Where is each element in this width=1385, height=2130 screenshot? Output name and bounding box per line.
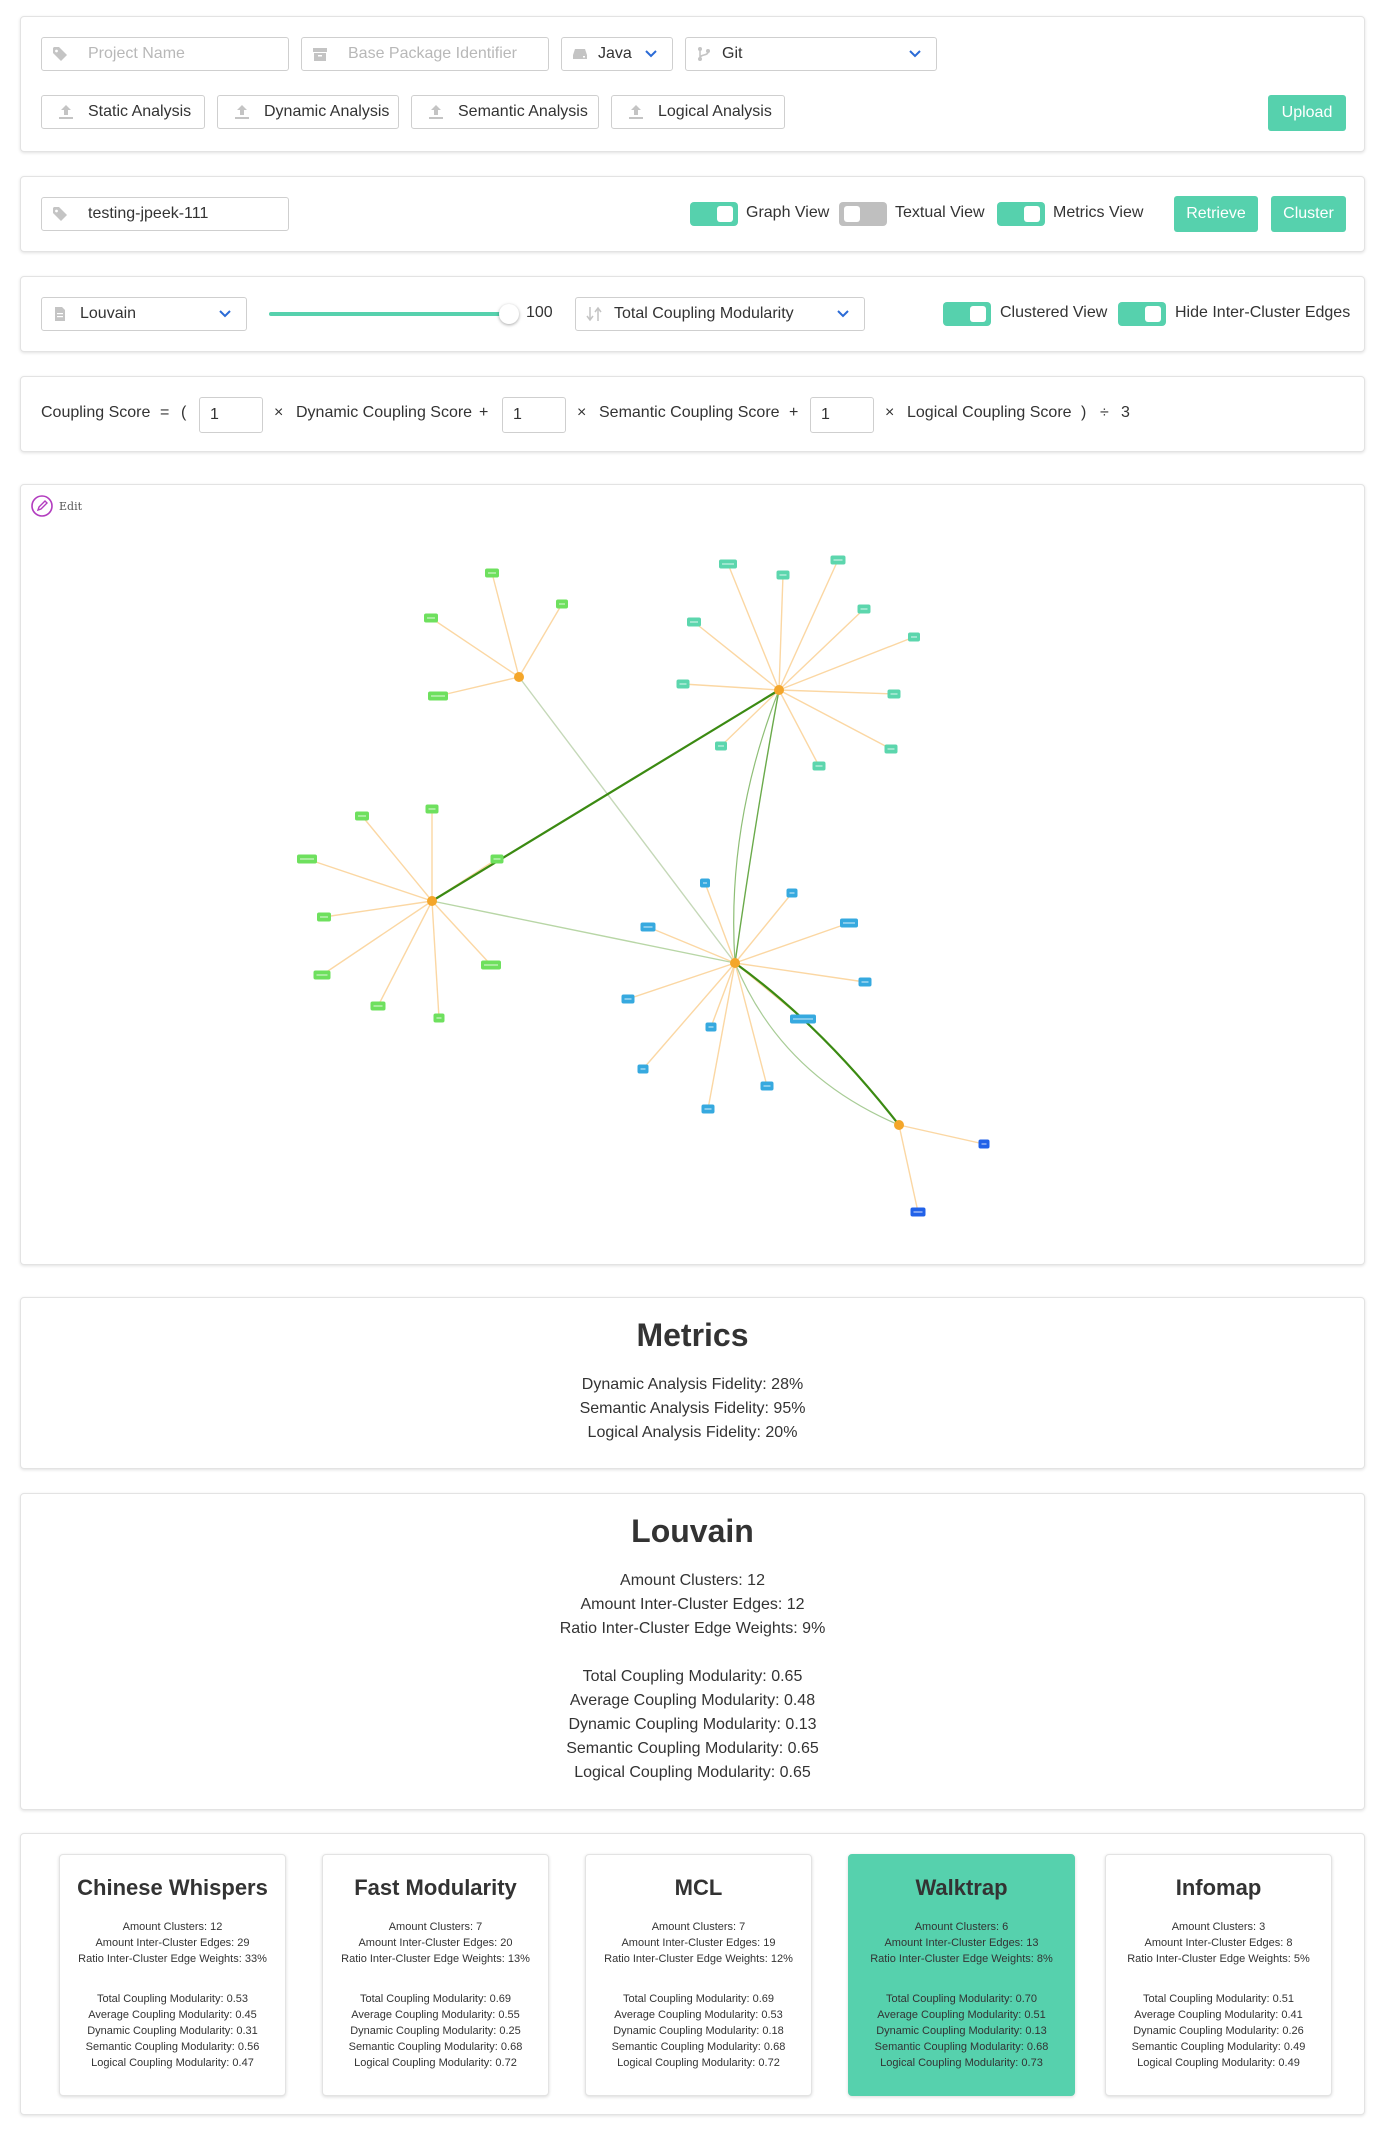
- toggle-knob: [844, 206, 860, 222]
- tag-icon: [52, 206, 68, 222]
- hub-nodes: [427, 672, 904, 1130]
- algorithm-modularity: Total Coupling Modularity: 0.69: [622, 1993, 775, 2005]
- coupling-formula-card: [20, 376, 1365, 452]
- algorithm-stat: Amount Clusters: 7: [651, 1921, 746, 1933]
- hide-inter-cluster-edges-label: Hide Inter-Cluster Edges: [1175, 304, 1351, 321]
- hub-node: [514, 672, 524, 682]
- chevron-down-icon: [908, 47, 922, 66]
- logical-weight-input[interactable]: 1: [810, 397, 874, 433]
- algorithm-title: Walktrap: [915, 1875, 1008, 1900]
- louvain-modularity: Average Coupling Modularity: 0.48: [569, 1692, 816, 1709]
- metric-line: Semantic Analysis Fidelity: 95%: [579, 1400, 806, 1417]
- logical-analysis-label: Logical Analysis: [658, 103, 772, 120]
- base-package-input[interactable]: [301, 37, 549, 71]
- louvain-stat: Ratio Inter-Cluster Edge Weights: 9%: [559, 1620, 826, 1637]
- algorithm-card-chinese-whispers[interactable]: [59, 1854, 286, 2096]
- algorithm-modularity: Logical Coupling Modularity: 0.49: [1137, 2057, 1300, 2069]
- language-value: Java: [598, 45, 632, 62]
- louvain-modularity: Total Coupling Modularity: 0.65: [582, 1668, 803, 1685]
- graph-view-toggle[interactable]: [690, 202, 738, 226]
- toggle-knob: [1024, 206, 1040, 222]
- branch-icon: [696, 46, 712, 62]
- algorithm-modularity: Dynamic Coupling Modularity: 0.18: [613, 2025, 784, 2037]
- vcs-value: Git: [722, 45, 743, 62]
- algorithm-modularity: Total Coupling Modularity: 0.69: [359, 1993, 512, 2005]
- archive-icon: [312, 46, 328, 62]
- plus-sign: +: [789, 404, 799, 421]
- static-analysis-label: Static Analysis: [88, 103, 192, 120]
- logical-analysis-button[interactable]: [611, 95, 785, 129]
- retrieve-card: [20, 176, 1365, 252]
- algorithm-card-mcl[interactable]: [585, 1854, 812, 2096]
- louvain-modularity: Dynamic Coupling Modularity: 0.13: [568, 1716, 817, 1733]
- algorithm-select[interactable]: [41, 297, 247, 331]
- dynamic-analysis-button[interactable]: [217, 95, 399, 129]
- algorithm-stat: Ratio Inter-Cluster Edge Weights: 12%: [604, 1953, 793, 1965]
- louvain-card: [20, 1493, 1365, 1810]
- inter-cluster-edges: [432, 677, 899, 1125]
- algorithm-modularity: Total Coupling Modularity: 0.53: [96, 1993, 249, 2005]
- louvain-title: Louvain: [631, 1513, 754, 1549]
- algorithm-card-walktrap[interactable]: [848, 1854, 1075, 2096]
- algorithm-stat: Amount Clusters: 6: [914, 1921, 1009, 1933]
- toggle-knob: [970, 306, 986, 322]
- edit-label: Edit: [59, 499, 83, 513]
- plus-sign: +: [479, 404, 489, 421]
- hub-node: [774, 685, 784, 695]
- louvain-modularity: Logical Coupling Modularity: 0.65: [574, 1764, 811, 1781]
- times-sign: ×: [577, 404, 587, 421]
- upload-icon: [628, 104, 644, 120]
- upload-icon: [58, 104, 74, 120]
- semantic-analysis-button[interactable]: [411, 95, 599, 129]
- logical-coupling-score-label: Logical Coupling Score: [907, 404, 1072, 421]
- algorithm-modularity: Logical Coupling Modularity: 0.72: [617, 2057, 780, 2069]
- project-name-input[interactable]: [41, 37, 289, 71]
- base-package-placeholder: Base Package Identifier: [348, 45, 517, 62]
- algorithm-stat: Ratio Inter-Cluster Edge Weights: 5%: [1127, 1953, 1310, 1965]
- metric-line: Logical Analysis Fidelity: 20%: [587, 1424, 798, 1441]
- algorithm-modularity: Average Coupling Modularity: 0.55: [351, 2009, 520, 2021]
- chevron-down-icon: [644, 47, 658, 66]
- louvain-stat: Amount Clusters: 12: [620, 1572, 765, 1589]
- metrics-view-label: Metrics View: [1053, 204, 1144, 221]
- slider-track: [269, 312, 509, 316]
- algorithm-stat: Ratio Inter-Cluster Edge Weights: 33%: [78, 1953, 267, 1965]
- algorithm-modularity: Semantic Coupling Modularity: 0.68: [874, 2041, 1049, 2053]
- algorithm-comparison-card: [20, 1833, 1365, 2115]
- divide-sign: ÷: [1100, 404, 1109, 421]
- algorithm-stat: Amount Inter-Cluster Edges: 19: [621, 1937, 776, 1949]
- dependency-graph[interactable]: [21, 485, 1364, 1264]
- algorithm-stat: Amount Clusters: 3: [1171, 1921, 1266, 1933]
- algorithm-modularity: Semantic Coupling Modularity: 0.68: [348, 2041, 523, 2053]
- hide-inter-cluster-edges-toggle[interactable]: [1118, 302, 1166, 326]
- metrics-view-toggle[interactable]: [997, 202, 1045, 226]
- slider-thumb[interactable]: [499, 304, 519, 324]
- metrics-title: Metrics: [636, 1317, 749, 1353]
- coupling-score-label: Coupling Score: [41, 404, 151, 421]
- metrics-card: [20, 1297, 1365, 1469]
- hub-node: [427, 896, 437, 906]
- algorithm-modularity: Logical Coupling Modularity: 0.72: [354, 2057, 517, 2069]
- algorithm-title: Fast Modularity: [354, 1875, 517, 1900]
- textual-view-toggle[interactable]: [839, 202, 887, 226]
- louvain-modularity: Semantic Coupling Modularity: 0.65: [566, 1740, 819, 1757]
- algorithm-modularity: Total Coupling Modularity: 0.70: [885, 1993, 1038, 2005]
- algorithm-card-infomap[interactable]: [1105, 1854, 1332, 2096]
- algorithm-modularity: Dynamic Coupling Modularity: 0.25: [350, 2025, 521, 2037]
- algorithm-stat: Amount Inter-Cluster Edges: 29: [95, 1937, 250, 1949]
- equals-sign: =: [160, 404, 170, 421]
- cluster-options-card: [20, 276, 1365, 352]
- graph-card: [20, 484, 1365, 1265]
- algorithm-stat: Amount Inter-Cluster Edges: 8: [1144, 1937, 1293, 1949]
- algorithm-stat: Amount Inter-Cluster Edges: 13: [884, 1937, 1039, 1949]
- sort-icon: [586, 306, 602, 322]
- project-setup-card: [20, 16, 1365, 152]
- dynamic-coupling-score-label: Dynamic Coupling Score: [296, 404, 473, 421]
- tag-icon: [52, 46, 68, 62]
- intra-cluster-edges: [307, 560, 984, 1212]
- algorithm-modularity: Total Coupling Modularity: 0.51: [1142, 1993, 1295, 2005]
- algorithm-title: Infomap: [1175, 1875, 1262, 1900]
- algorithm-modularity: Logical Coupling Modularity: 0.47: [91, 2057, 254, 2069]
- algorithm-modularity: Semantic Coupling Modularity: 0.68: [611, 2041, 786, 2053]
- dynamic-analysis-label: Dynamic Analysis: [264, 103, 390, 120]
- algorithm-modularity: Dynamic Coupling Modularity: 0.31: [87, 2025, 258, 2037]
- semantic-coupling-score-label: Semantic Coupling Score: [599, 404, 780, 421]
- project-id-value: testing-jpeek-111: [88, 205, 209, 222]
- clustered-view-label: Clustered View: [1000, 304, 1108, 321]
- hub-node: [730, 958, 740, 968]
- retrieve-button[interactable]: Retrieve: [1174, 196, 1258, 232]
- upload-button[interactable]: Upload: [1268, 95, 1346, 131]
- algorithm-modularity: Logical Coupling Modularity: 0.73: [880, 2057, 1043, 2069]
- chevron-down-icon: [836, 307, 850, 326]
- louvain-stat: Amount Inter-Cluster Edges: 12: [580, 1596, 805, 1613]
- document-icon: [52, 306, 68, 322]
- vcs-select[interactable]: [685, 37, 937, 71]
- algorithm-stat: Amount Clusters: 12: [122, 1921, 223, 1933]
- algorithm-stat: Ratio Inter-Cluster Edge Weights: 13%: [341, 1953, 530, 1965]
- language-select[interactable]: [561, 37, 673, 71]
- algorithm-stat: Ratio Inter-Cluster Edge Weights: 8%: [870, 1953, 1053, 1965]
- algorithm-modularity: Semantic Coupling Modularity: 0.56: [85, 2041, 260, 2053]
- project-name-placeholder: Project Name: [88, 45, 185, 62]
- algorithm-stat: Amount Clusters: 7: [388, 1921, 483, 1933]
- algorithm-modularity: Average Coupling Modularity: 0.53: [614, 2009, 783, 2021]
- clustered-view-toggle[interactable]: [943, 302, 991, 326]
- semantic-analysis-label: Semantic Analysis: [458, 103, 588, 120]
- graph-view-label: Graph View: [746, 204, 830, 221]
- chevron-down-icon: [218, 307, 232, 326]
- algorithm-value: Louvain: [80, 305, 137, 322]
- cluster-button[interactable]: Cluster: [1271, 196, 1346, 232]
- slider-value: 100: [526, 304, 553, 321]
- times-sign: ×: [274, 404, 284, 421]
- algorithm-card-fast-modularity[interactable]: [322, 1854, 549, 2096]
- divisor-value: 3: [1121, 404, 1130, 421]
- algorithm-title: Chinese Whispers: [77, 1875, 268, 1900]
- upload-icon: [234, 104, 250, 120]
- dynamic-weight-input[interactable]: 1: [199, 397, 263, 433]
- metric-line: Dynamic Analysis Fidelity: 28%: [581, 1376, 804, 1393]
- algorithm-modularity: Dynamic Coupling Modularity: 0.13: [876, 2025, 1047, 2037]
- project-id-input[interactable]: [41, 197, 289, 231]
- static-analysis-button[interactable]: [41, 95, 205, 129]
- hdd-icon: [572, 46, 588, 62]
- upload-icon: [428, 104, 444, 120]
- algorithm-modularity: Semantic Coupling Modularity: 0.49: [1131, 2041, 1306, 2053]
- algorithm-title: MCL: [674, 1875, 723, 1900]
- algorithm-stat: Amount Inter-Cluster Edges: 20: [358, 1937, 513, 1949]
- close-paren: ): [1081, 404, 1087, 421]
- algorithm-modularity: Dynamic Coupling Modularity: 0.26: [1133, 2025, 1304, 2037]
- semantic-weight-input[interactable]: 1: [502, 397, 566, 433]
- textual-view-label: Textual View: [895, 204, 985, 221]
- algorithm-modularity: Average Coupling Modularity: 0.51: [877, 2009, 1046, 2021]
- algorithm-modularity: Average Coupling Modularity: 0.45: [88, 2009, 257, 2021]
- times-sign: ×: [885, 404, 895, 421]
- toggle-knob: [1145, 306, 1161, 322]
- algorithm-modularity: Average Coupling Modularity: 0.41: [1134, 2009, 1303, 2021]
- resolution-slider[interactable]: [269, 304, 509, 324]
- leaf-nodes: [297, 556, 990, 1217]
- open-paren: (: [181, 404, 187, 421]
- hub-node: [894, 1120, 904, 1130]
- metric-value: Total Coupling Modularity: [614, 305, 794, 322]
- toggle-knob: [717, 206, 733, 222]
- metric-select[interactable]: [575, 297, 865, 331]
